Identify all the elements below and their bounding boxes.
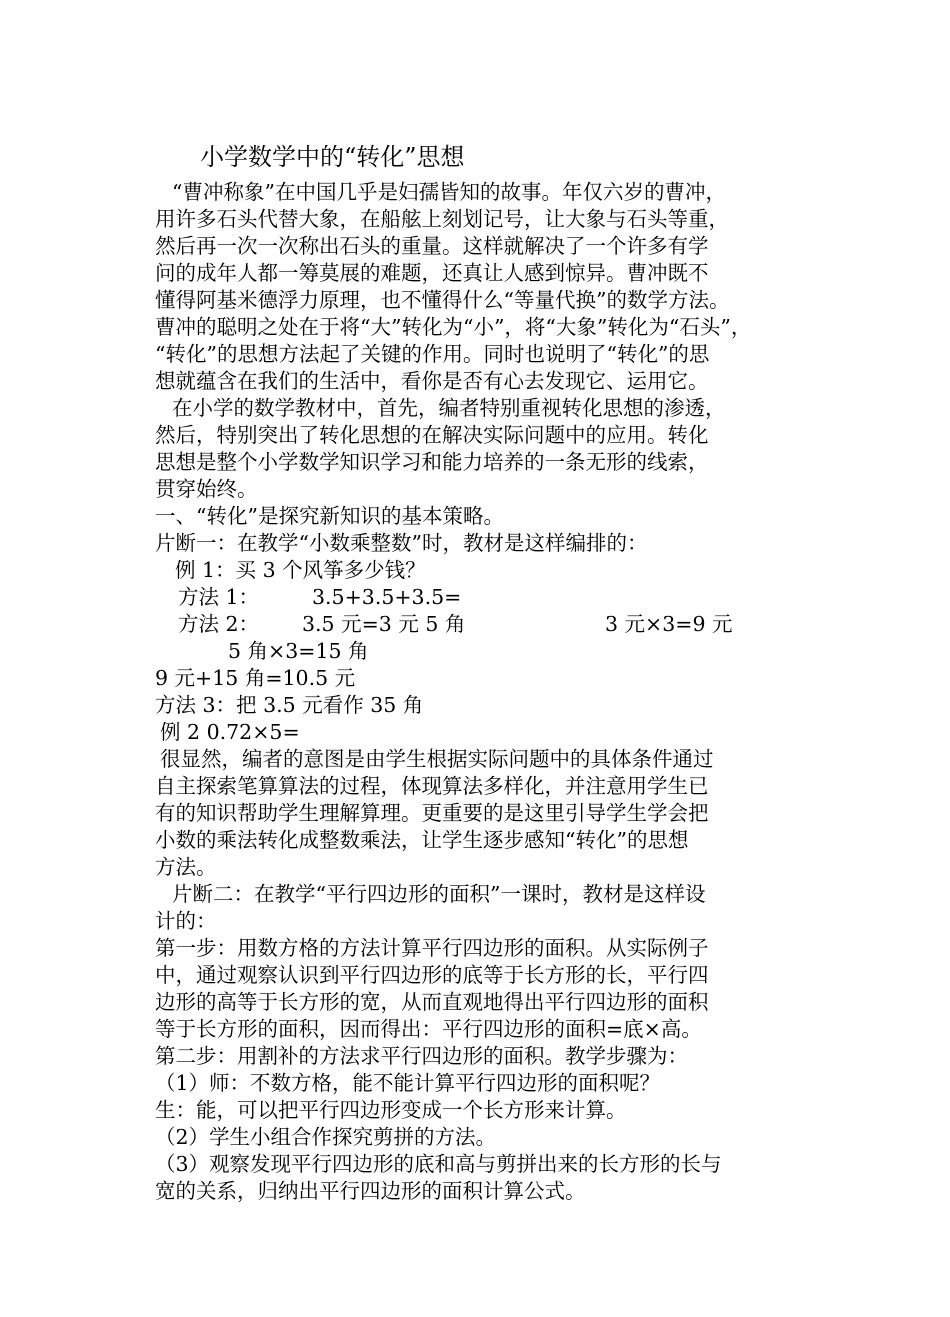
paragraph-line: “曹冲称象”在中国几乎是妇孺皆知的故事。年仅六岁的曹冲，	[172, 180, 726, 204]
paragraph-line: 问的成年人都一筹莫展的难题，还真让人感到惊异。曹冲既不	[155, 261, 709, 285]
method-expression: 3 元×3=9 元	[605, 612, 733, 636]
example-line: 例 1：买 3 个风筝多少钱？	[175, 558, 426, 582]
paragraph-line: “转化”的思想方法起了关键的作用。同时也说明了“转化”的思	[155, 342, 710, 366]
method-expression: 3.5+3.5+3.5=	[312, 585, 462, 609]
paragraph-line: 思想是整个小学数学知识学习和能力培养的一条无形的线索，	[155, 450, 709, 474]
method-expression: 9 元+15 角=10.5 元	[155, 666, 356, 690]
paragraph-line: 然后，特别突出了转化思想的在解决实际问题中的应用。转化	[155, 423, 709, 447]
example-line: 例 2 0.72×5=	[160, 720, 300, 744]
method-expression: 5 角×3=15 角	[228, 639, 369, 663]
paragraph-line: 第一步：用数方格的方法计算平行四边形的面积。从实际例子	[155, 936, 709, 960]
paragraph-line: 片断一：在教学“小数乘整数”时，教材是这样编排的：	[155, 531, 648, 555]
paragraph-line: 有的知识帮助学生理解算理。更重要的是这里引导学生学会把	[155, 801, 709, 825]
paragraph-line: 中，通过观察认识到平行四边形的底等于长方形的长，平行四	[155, 963, 709, 987]
paragraph-line: 等于长方形的面积，因而得出：平行四边形的面积=底×高。	[155, 1017, 702, 1041]
paragraph-line: 片断二：在教学“平行四边形的面积”一课时，教材是这样设	[172, 882, 706, 906]
paragraph-line: 然后再一次一次称出石头的重量。这样就解决了一个许多有学	[155, 234, 709, 258]
paragraph-line: 宽的关系，归纳出平行四边形的面积计算公式。	[155, 1179, 586, 1203]
paragraph-line: 边形的高等于长方形的宽，从而直观地得出平行四边形的面积	[155, 990, 709, 1014]
paragraph-line: 想就蕴含在我们的生活中，看你是否有心去发现它、运用它。	[155, 369, 709, 393]
method-expression: 3.5 元=3 元 5 角	[302, 612, 466, 636]
paragraph-line: 贯穿始终。	[155, 477, 258, 501]
method-label: 方法 1：	[178, 585, 260, 609]
method-label: 方法 2：	[178, 612, 260, 636]
paragraph-line: 小数的乘法转化成整数乘法，让学生逐步感知“转化”的思想	[155, 828, 689, 852]
document-title: 小学数学中的“转化”思想	[200, 143, 465, 171]
method-line: 方法 3：把 3.5 元看作 35 角	[155, 693, 424, 717]
paragraph-line: 在小学的数学教材中，首先，编者特别重视转化思想的渗透，	[172, 396, 726, 420]
paragraph-line: 生：能，可以把平行四边形变成一个长方形来计算。	[155, 1098, 627, 1122]
paragraph-line: 第二步：用割补的方法求平行四边形的面积。教学步骤为：	[155, 1044, 688, 1068]
paragraph-line: 曹冲的聪明之处在于将“大”转化为“小”，将“大象”转化为“石头”，	[155, 315, 752, 339]
paragraph-line: （3）观察发现平行四边形的底和高与剪拼出来的长方形的长与	[155, 1152, 722, 1176]
paragraph-line: 方法。	[155, 855, 217, 879]
paragraph-line: 用许多石头代替大象，在船舷上刻划记号，让大象与石头等重，	[155, 207, 729, 231]
paragraph-line: 懂得阿基米德浮力原理，也不懂得什么“等量代换”的数学方法。	[155, 288, 730, 312]
paragraph-line: 自主探索笔算算法的过程，体现算法多样化，并注意用学生已	[155, 774, 709, 798]
paragraph-line: （1）师：不数方格，能不能计算平行四边形的面积呢？	[155, 1071, 661, 1095]
paragraph-line: （2）学生小组合作探究剪拼的方法。	[155, 1125, 497, 1149]
section-heading: 一、“转化”是探究新知识的基本策略。	[155, 504, 504, 528]
paragraph-line: 计的：	[155, 909, 217, 933]
paragraph-line: 很显然，编者的意图是由学生根据实际问题中的具体条件通过	[160, 747, 714, 771]
